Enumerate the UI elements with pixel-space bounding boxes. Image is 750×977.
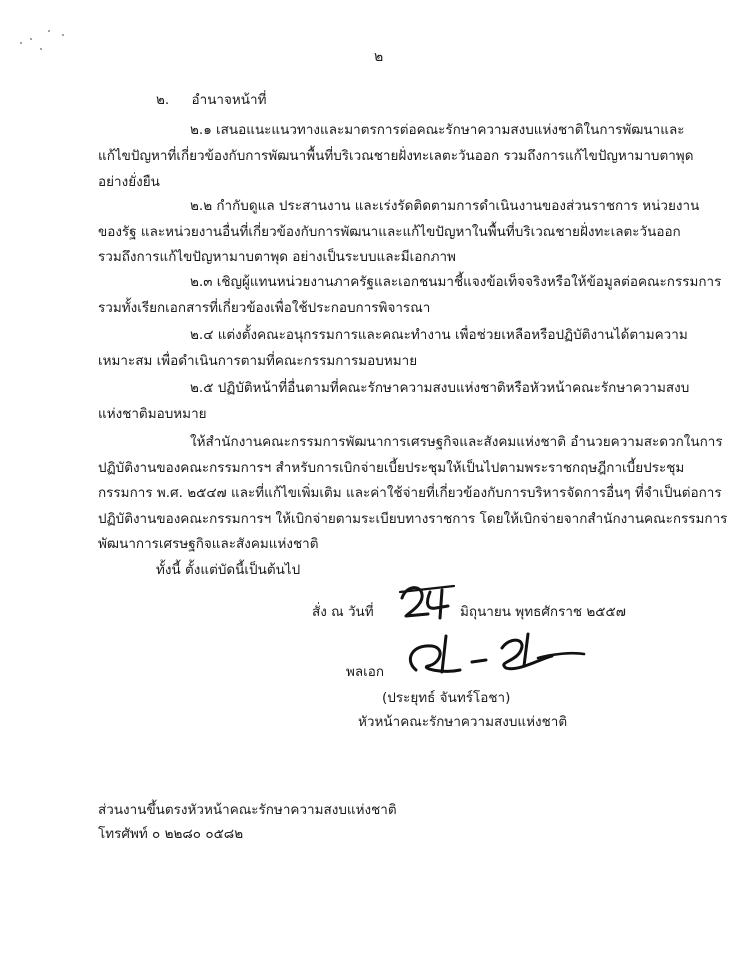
item-2-1-line-1: ๒.๑ เสนอแนะแนวทางและมาตรการต่อคณะรักษาความสงบแห่งชาติในการพัฒนาและ	[190, 122, 685, 138]
item-2-4-line-1: ๒.๔ แต่งตั้งคณะอนุกรรมการและคณะทำงาน เพื่อช่วยเหลือหรือปฏิบัติงานได้ตามความ	[190, 327, 688, 343]
item-2-3-line-2: รวมทั้งเรียกเอกสารที่เกี่ยวข้องเพื่อใช้ประกอบการพิจารณา	[98, 300, 431, 316]
item-2-4-line-2: เหมาะสม เพื่อดำเนินการตามที่คณะกรรมการมอบหมาย	[98, 353, 418, 369]
page-number: ๒	[374, 49, 384, 65]
handwritten-day	[396, 578, 458, 624]
paragraph-line-4: ปฏิบัติงานของคณะกรรมการฯ ให้เบิกจ่ายตามระเบียบทางราชการ โดยให้เบิกจ่ายจากสำนักงานคณะกรรมการ	[98, 511, 728, 527]
footer-phone: โทรศัพท์ ๐ ๒๒๘๐ ๐๕๘๒	[98, 826, 244, 842]
item-2-1-line-2: แก้ไขปัญหาที่เกี่ยวข้องกับการพัฒนาพื้นที่บริเวณชายฝั่งทะเลตะวันออก รวมถึงการแก้ไขปัญหามาบตาพุด	[98, 148, 694, 164]
item-2-1-line-3: อย่างยั่งยืน	[98, 174, 160, 190]
effective-statement: ทั้งนี้ ตั้งแต่บัดนี้เป็นต้นไป	[156, 562, 301, 578]
section-title: อำนาจหน้าที่	[191, 92, 267, 108]
signature-rank: พลเอก	[346, 664, 385, 680]
signature	[402, 630, 588, 680]
item-2-3-line-1: ๒.๓ เชิญผู้แทนหน่วยงานภาครัฐและเอกชนมาชี้แจงข้อเท็จจริงหรือให้ข้อมูลต่อคณะกรรมการ	[190, 274, 722, 290]
paragraph-line-5: พัฒนาการเศรษฐกิจและสังคมแห่งชาติ	[98, 536, 319, 552]
order-date-prefix: สั่ง ณ วันที่	[312, 604, 374, 620]
item-2-5-line-2: แห่งชาติมอบหมาย	[98, 406, 207, 422]
order-date-suffix: มิถุนายน พุทธศักราช ๒๕๕๗	[460, 604, 626, 620]
section-number: ๒.	[156, 92, 170, 108]
section-heading	[156, 88, 267, 110]
signatory-name: (ประยุทธ์ จันทร์โอชา)	[382, 690, 511, 706]
scan-specks	[18, 28, 78, 58]
paragraph-line-2: ปฏิบัติงานของคณะกรรมการฯ สำหรับการเบิกจ่ายเบี้ยประชุมให้เป็นไปตามพระราชกฤษฎีกาเบี้ยประชุม	[98, 460, 685, 476]
item-2-2-line-3: รวมถึงการแก้ไขปัญหามาบตาพุด อย่างเป็นระบบและมีเอกภาพ	[98, 249, 456, 265]
paragraph-line-1: ให้สำนักงานคณะกรรมการพัฒนาการเศรษฐกิจและสังคมแห่งชาติ อำนวยความสะดวกในการ	[190, 434, 723, 450]
item-2-5-line-1: ๒.๕ ปฏิบัติหน้าที่อื่นตามที่คณะรักษาความสงบแห่งชาติหรือหัวหน้าคณะรักษาความสงบ	[190, 380, 690, 396]
item-2-2-line-2: ของรัฐ และหน่วยงานอื่นที่เกี่ยวข้องกับการพัฒนาและแก้ไขปัญหาในพื้นที่บริเวณชายฝั่งทะเลตะวันออก	[98, 224, 681, 240]
paragraph-line-3: กรรมการ พ.ศ. ๒๕๔๗ และที่แก้ไขเพิ่มเติม และค่าใช้จ่ายที่เกี่ยวข้องกับการบริหารจัดการอื่นๆ ที่จำเป็นต่อการ	[98, 485, 722, 501]
signatory-position: หัวหน้าคณะรักษาความสงบแห่งชาติ	[358, 714, 568, 730]
footer-office: ส่วนงานขึ้นตรงหัวหน้าคณะรักษาความสงบแห่งชาติ	[98, 802, 397, 818]
item-2-2-line-1: ๒.๒ กำกับดูแล ประสานงาน และเร่งรัดติดตามการดำเนินงานของส่วนราชการ หน่วยงาน	[190, 198, 700, 214]
